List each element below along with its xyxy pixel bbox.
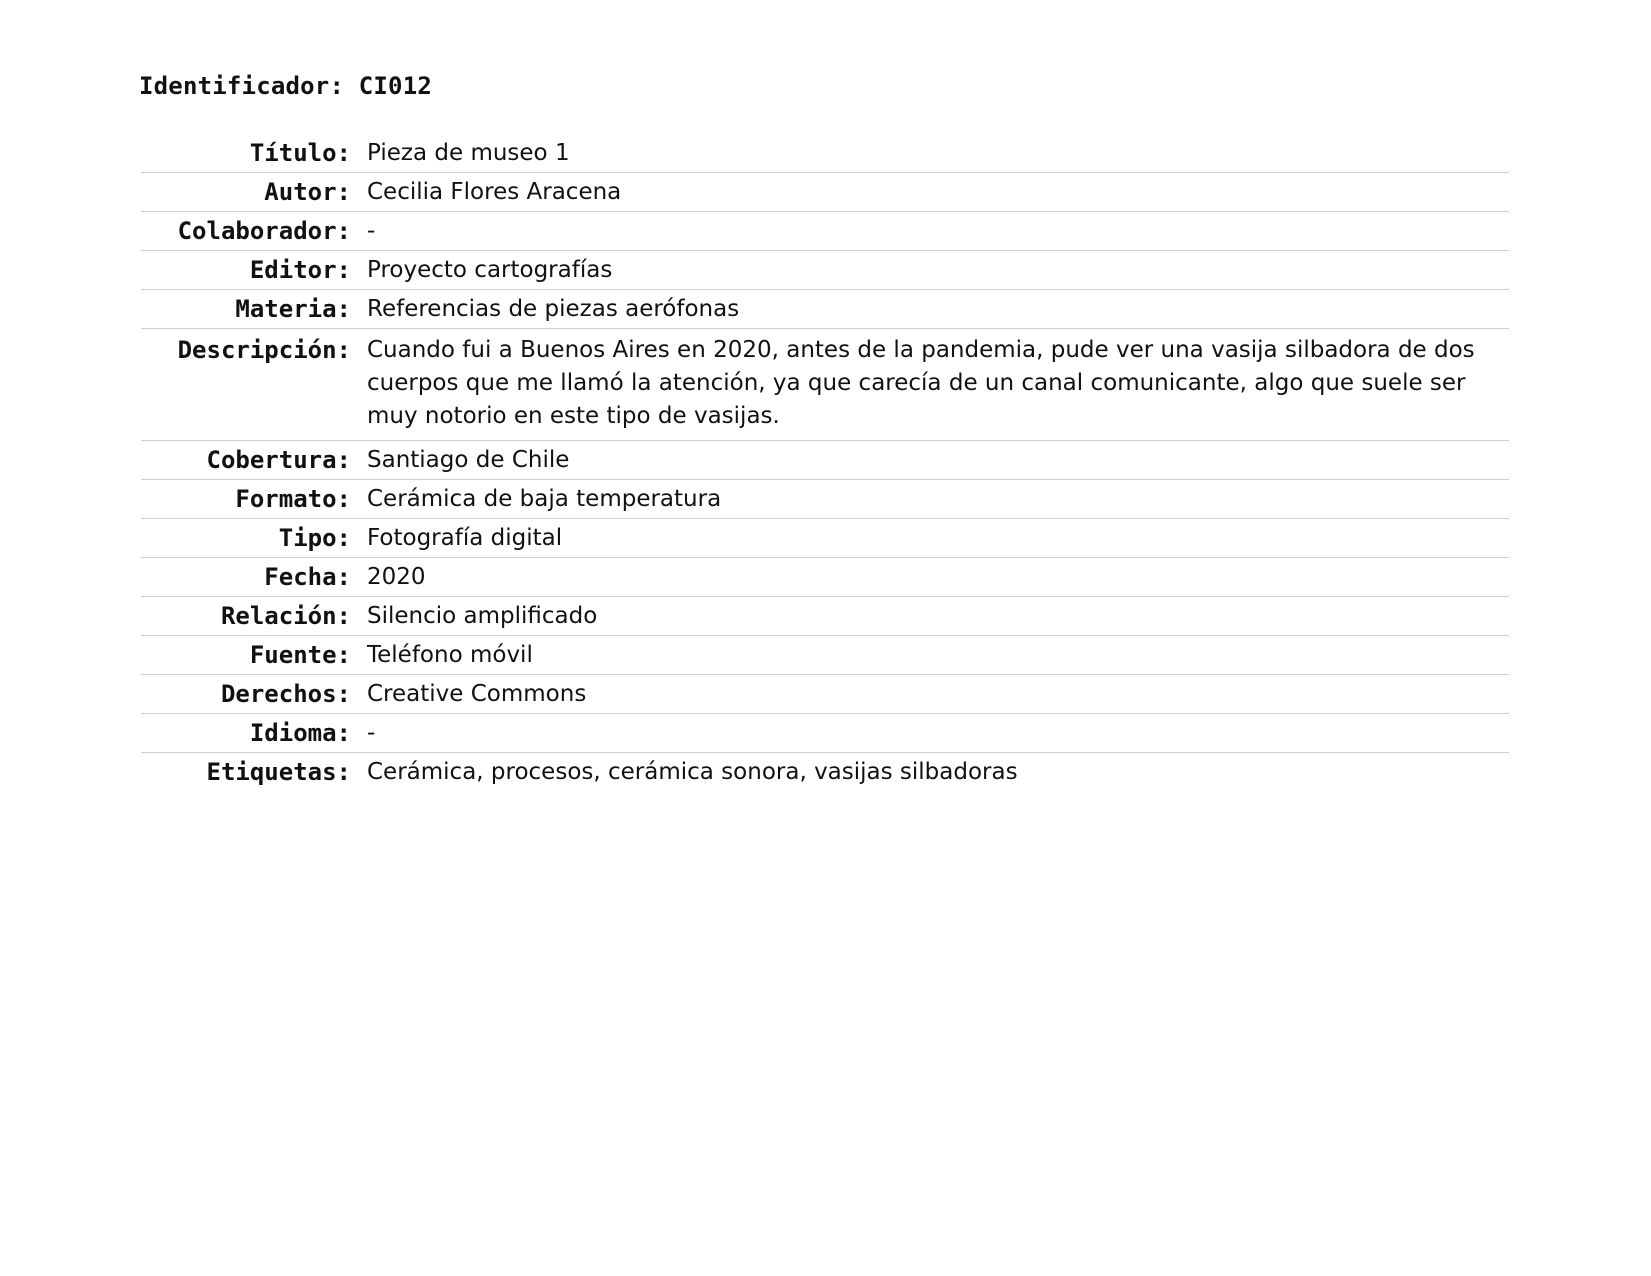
field-row-fuente <box>141 636 1509 675</box>
field-row-etiquetas <box>141 753 1509 792</box>
field-label: Título: <box>249 139 351 167</box>
field-label: Idioma: <box>141 714 367 753</box>
field-row-idioma <box>141 714 1509 753</box>
field-value: Referencias de piezas aerófonas <box>367 290 1509 329</box>
field-label: Fuente: <box>141 636 367 675</box>
field-label: Etiquetas: <box>141 753 367 792</box>
field-row-derechos <box>141 675 1509 714</box>
field-row-colaborador <box>141 212 1509 251</box>
field-label: Tipo: <box>141 519 367 558</box>
field-value: Cuando fui a Buenos Aires en 2020, antes de la pandemia, pude ver una vasija silbadora de dos cuerpos que me llamó la atención, ya que carecía de un canal comunicante, algo que suele ser muy notorio en este tipo de vasijas. <box>367 329 1509 441</box>
field-row-cobertura <box>141 441 1509 480</box>
field-value: Cerámica de baja temperatura <box>367 480 1509 519</box>
identifier-value: CI012 <box>358 72 432 100</box>
field-label: Derechos: <box>141 675 367 714</box>
field-row-autor <box>141 173 1509 212</box>
identifier-label: Identificador: <box>139 72 345 100</box>
field-value: Silencio amplificado <box>367 597 1509 636</box>
field-value: Cerámica, procesos, cerámica sonora, vasijas silbadoras <box>367 753 1509 792</box>
field-value: - <box>367 212 1509 251</box>
field-value: - <box>367 714 1509 753</box>
field-value: 2020 <box>367 558 1509 597</box>
field-row-editor <box>141 251 1509 290</box>
field-label: Fecha: <box>141 558 367 597</box>
field-label: Colaborador: <box>141 212 367 251</box>
field-label: Relación: <box>141 597 367 636</box>
field-row-descripcion <box>141 329 1509 441</box>
field-row-materia <box>141 290 1509 329</box>
field-value: Creative Commons <box>367 675 1509 714</box>
field-row-titulo <box>141 134 1509 173</box>
record-identifier <box>139 72 432 100</box>
field-label: Descripción: <box>141 329 367 441</box>
field-label: Cobertura: <box>141 441 367 480</box>
field-value: Santiago de Chile <box>367 441 1509 480</box>
field-value: Cecilia Flores Aracena <box>367 173 1509 212</box>
field-row-tipo <box>141 519 1509 558</box>
field-value: Teléfono móvil <box>367 636 1509 675</box>
field-row-fecha <box>141 558 1509 597</box>
field-row-relacion <box>141 597 1509 636</box>
field-value: Fotografía digital <box>367 519 1509 558</box>
field-row-formato <box>141 480 1509 519</box>
metadata-table <box>141 134 1509 791</box>
field-value: Proyecto cartografías <box>367 251 1509 290</box>
field-label: Editor: <box>141 251 367 290</box>
field-label: Autor: <box>141 173 367 212</box>
field-value: Pieza de museo 1 <box>367 140 570 166</box>
field-label: Materia: <box>141 290 367 329</box>
field-label: Formato: <box>141 480 367 519</box>
